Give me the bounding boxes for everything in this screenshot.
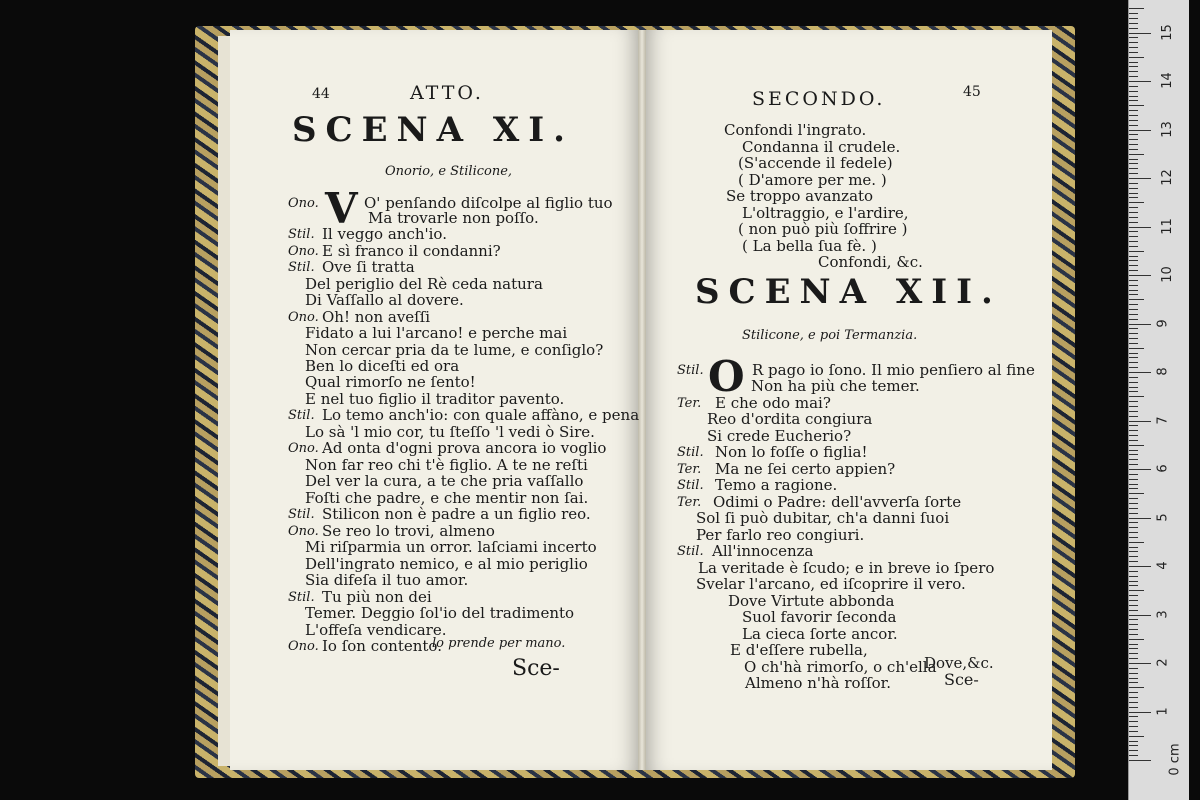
verse-line: Mi riſparmia un orror. laſciami incerto	[305, 538, 597, 556]
ruler-tick	[1129, 619, 1138, 620]
ruler-tick	[1129, 66, 1138, 67]
verse-line: Odimi o Padre: dell'avverſa ſorte	[713, 493, 962, 511]
aria-line: Condanna il crudele.	[742, 138, 901, 156]
ruler-tick	[1129, 324, 1151, 325]
ruler-tick	[1129, 648, 1138, 649]
verse-line: Temo a ragione.	[715, 476, 838, 494]
ruler-tick	[1129, 644, 1138, 645]
ruler-tick	[1129, 236, 1138, 237]
verse-line: Del ver la cura, a te che pria vaſſallo	[305, 472, 584, 490]
ruler-tick	[1129, 682, 1138, 683]
speaker-label: Ono.	[288, 639, 319, 654]
ruler-tick	[1129, 610, 1138, 611]
ruler-tick	[1129, 474, 1138, 475]
aria-line: Confondi, &c.	[818, 253, 923, 271]
ruler-tick	[1129, 265, 1138, 266]
running-head-right: SECONDO.	[752, 88, 886, 110]
ruler-tick	[1129, 581, 1138, 582]
ruler-tick	[1129, 721, 1138, 722]
catchword-left: Sce-	[512, 656, 560, 681]
aria-line: L'oltraggio, e l'ardire,	[742, 204, 909, 222]
ruler-tick	[1129, 105, 1144, 106]
verse-line: Non cercar pria da te lume, e conſiglo?	[305, 341, 604, 359]
aria-line: (S'accende il fedele)	[738, 154, 893, 172]
ruler-number: 11	[1159, 217, 1175, 235]
ruler-number: 4	[1155, 561, 1171, 570]
verse-line: Se reo lo trovi, almeno	[322, 522, 495, 540]
page-number-left: 44	[312, 86, 330, 102]
ruler-tick	[1129, 91, 1138, 92]
verse-line: Non lo foſſe o figlia!	[715, 443, 868, 461]
ruler-tick	[1129, 639, 1144, 640]
ruler-tick	[1129, 343, 1138, 344]
ruler-number: 13	[1159, 120, 1175, 138]
verse-line: Si crede Eucherio?	[707, 427, 852, 445]
verse-line: Ben lo diceſti ed ora	[305, 357, 460, 375]
ruler-number: 0 cm	[1167, 743, 1183, 776]
speaker-label: Ono.	[288, 524, 319, 539]
speaker-label: Ono.	[288, 310, 319, 325]
ruler-tick	[1129, 561, 1138, 562]
verse-line: Non far reo chi t'è figlio. A te ne reſti	[305, 456, 588, 474]
ruler-tick	[1129, 615, 1151, 616]
ruler-tick	[1129, 605, 1138, 606]
verse-line: Per farlo reo congiuri.	[696, 526, 865, 544]
ruler-tick	[1129, 736, 1144, 737]
ruler-tick	[1129, 149, 1138, 150]
ruler-tick	[1129, 731, 1138, 732]
ruler-tick	[1129, 18, 1138, 19]
ruler-tick	[1129, 629, 1138, 630]
ruler-tick	[1129, 634, 1138, 635]
ruler-tick	[1129, 590, 1144, 591]
ruler-tick	[1129, 231, 1138, 232]
verse-line: Del periglio del Rè ceda natura	[305, 275, 543, 293]
ruler-tick	[1129, 518, 1151, 519]
aria-line: Se troppo avanzato	[726, 187, 874, 205]
ruler-tick	[1129, 421, 1151, 422]
verse-line: E nel tuo figlio il traditor pavento.	[305, 390, 565, 408]
ruler-tick	[1129, 256, 1138, 257]
verse-line: Il veggo anch'io.	[322, 225, 447, 243]
speaker-label: Stil.	[677, 478, 704, 493]
speaker-label: Stil.	[288, 590, 315, 605]
verse-line: All'innocenza	[712, 542, 814, 560]
verse-line: E d'eſſere rubella,	[730, 641, 868, 659]
aria-line: Confondi l'ingrato.	[724, 121, 867, 139]
ruler-tick	[1129, 62, 1138, 63]
ruler-tick	[1129, 585, 1138, 586]
speaker-label: Ono.	[288, 441, 319, 456]
speaker-label: Stil.	[288, 507, 315, 522]
ruler-tick	[1129, 726, 1138, 727]
ruler-tick	[1129, 290, 1138, 291]
ruler-tick	[1129, 712, 1151, 713]
ruler-tick	[1129, 687, 1144, 688]
ruler-tick	[1129, 484, 1138, 485]
ruler-tick	[1129, 183, 1138, 184]
ruler-tick	[1129, 755, 1138, 756]
ruler-tick	[1129, 377, 1138, 378]
ruler-tick	[1129, 207, 1138, 208]
ruler-number: 6	[1155, 464, 1171, 473]
ruler-tick	[1129, 42, 1138, 43]
verse-line: Io ſon contento.	[322, 637, 442, 655]
verse-line: La veritade è ſcudo; e in breve io ſpero	[698, 559, 995, 577]
ruler-tick	[1129, 576, 1138, 577]
ruler-tick	[1129, 479, 1138, 480]
ruler-tick	[1129, 522, 1138, 523]
ruler-tick	[1129, 100, 1138, 101]
ruler-tick	[1129, 425, 1138, 426]
ruler-number: 2	[1155, 658, 1171, 667]
verse-line: Lo temo anch'io: con quale affàno, e pena	[322, 406, 640, 424]
drop-cap-right: O	[708, 352, 745, 401]
ruler-tick	[1129, 227, 1151, 228]
verse-line: Fidato a lui l'arcano! e perche mai	[305, 324, 568, 342]
ruler-number: 10	[1159, 266, 1175, 283]
ruler-tick	[1129, 8, 1144, 9]
ruler-tick	[1129, 387, 1138, 388]
verse-line: Svelar l'arcano, ed iſcoprire il vero.	[696, 575, 966, 593]
ruler-tick	[1129, 624, 1138, 625]
ruler-tick	[1129, 459, 1138, 460]
ruler-tick	[1129, 716, 1138, 717]
ruler-tick	[1129, 542, 1144, 543]
verse-line: Dove Virtute abbonda	[728, 592, 895, 610]
ruler-tick	[1129, 188, 1138, 189]
ruler-tick	[1129, 440, 1138, 441]
verse-line: Sol ſi può dubitar, ch'a danni ſuoi	[696, 509, 950, 527]
ruler-tick	[1129, 532, 1138, 533]
ruler-tick	[1129, 294, 1138, 295]
verse-line: O ch'hà rimorſo, o ch'ella	[744, 658, 937, 676]
aria-repeat-note: Dove,&c.	[924, 654, 994, 672]
ruler-tick	[1129, 430, 1138, 431]
ruler-tick	[1129, 212, 1138, 213]
ruler-tick	[1129, 280, 1138, 281]
verse-line: Stilicon non è padre a un figlio reo.	[322, 505, 591, 523]
ruler-tick	[1129, 251, 1144, 252]
speaker-label: Ono.	[288, 244, 319, 259]
ruler-tick	[1129, 760, 1151, 761]
ruler-tick	[1129, 503, 1138, 504]
catchword-right: Sce-	[944, 670, 979, 689]
ruler-tick	[1129, 469, 1151, 470]
ruler-tick	[1129, 178, 1151, 179]
ruler-tick	[1129, 382, 1138, 383]
verse-line: Non ha più che temer.	[751, 377, 920, 395]
ruler-tick	[1129, 595, 1138, 596]
ruler-tick	[1129, 246, 1138, 247]
stage-direction: lo prende per mano.	[432, 636, 566, 651]
ruler-number: 15	[1159, 23, 1175, 41]
ruler-tick	[1129, 76, 1138, 77]
verse-line: Oh! non aveſſi	[322, 308, 431, 326]
verse-line: R pago io ſono. Il mio penſiero al fine	[752, 361, 1035, 379]
verse-line: Reo d'ordita congiura	[707, 410, 873, 428]
verse-line: Sia difeſa il tuo amor.	[305, 571, 469, 589]
running-head-left: ATTO.	[410, 82, 484, 104]
aria-line: ( D'amore per me. )	[738, 171, 887, 189]
ruler-tick	[1129, 139, 1138, 140]
ruler-number: 7	[1155, 415, 1171, 425]
ruler-tick	[1129, 285, 1138, 286]
ruler-tick	[1129, 416, 1138, 417]
ruler-tick	[1129, 556, 1138, 557]
ruler-tick	[1129, 115, 1138, 116]
ruler-number: 9	[1155, 318, 1171, 328]
ruler-tick	[1129, 435, 1138, 436]
ruler-tick	[1129, 678, 1138, 679]
ruler-tick	[1129, 673, 1138, 674]
ruler-tick	[1129, 159, 1138, 160]
verse-line: Di Vaſſallo al dovere.	[305, 291, 464, 309]
ruler-tick	[1129, 338, 1138, 339]
ruler-tick	[1129, 193, 1138, 194]
ruler-tick	[1129, 81, 1151, 82]
ruler-tick	[1129, 309, 1138, 310]
ruler-tick	[1129, 367, 1138, 368]
speaker-label: Ter.	[677, 495, 702, 510]
ruler-tick	[1129, 260, 1138, 261]
ruler-tick	[1129, 173, 1138, 174]
ruler-tick	[1129, 697, 1138, 698]
verse-line: Ad onta d'ogni prova ancora io voglio	[322, 439, 607, 457]
ruler-tick	[1129, 450, 1138, 451]
speaker-label: Stil.	[288, 408, 315, 423]
ruler-tick	[1129, 154, 1144, 155]
ruler-tick	[1129, 222, 1138, 223]
speaker-label: Ono.	[288, 196, 319, 211]
ruler-tick	[1129, 314, 1138, 315]
speaker-label: Stil.	[677, 445, 704, 460]
verse-line: O' penſando diſcolpe al figlio tuo	[364, 194, 613, 212]
ruler-tick	[1129, 270, 1138, 271]
scene-title-right: SCENA XII.	[695, 272, 1002, 312]
ruler-number: 12	[1159, 169, 1175, 186]
speaker-label: Stil.	[677, 544, 704, 559]
ruler-tick	[1129, 692, 1138, 693]
drop-cap-left: V	[325, 184, 358, 233]
verse-line: Temer. Deggio ſol'io del tradimento	[305, 604, 575, 622]
verse-line: Ma ne ſei certo appien?	[715, 460, 896, 478]
ruler-tick	[1129, 47, 1138, 48]
verse-line: Ma trovarle non poſſo.	[368, 209, 539, 227]
ruler-tick	[1129, 13, 1138, 14]
ruler-tick	[1129, 202, 1144, 203]
ruler-tick	[1129, 217, 1138, 218]
ruler-number: 3	[1155, 609, 1171, 619]
ruler-tick	[1129, 299, 1144, 300]
ruler-tick	[1129, 110, 1138, 111]
ruler-tick	[1129, 401, 1138, 402]
ruler-tick	[1129, 71, 1138, 72]
verse-line: E sì franco il condanni?	[322, 242, 501, 260]
ruler-tick	[1129, 745, 1138, 746]
ruler-tick	[1129, 571, 1138, 572]
ruler-tick	[1129, 663, 1151, 664]
ruler-tick	[1129, 406, 1138, 407]
speaker-label: Stil.	[288, 227, 315, 242]
ruler-number: 5	[1155, 512, 1171, 522]
speaker-label: Stil.	[677, 363, 704, 378]
ruler-number: 14	[1159, 72, 1175, 89]
verse-line: Qual rimorſo ne ſento!	[305, 373, 476, 391]
ruler-tick	[1129, 488, 1138, 489]
ruler-tick	[1129, 57, 1144, 58]
ruler-tick	[1129, 707, 1138, 708]
ruler-tick	[1129, 130, 1151, 131]
ruler-tick	[1129, 547, 1138, 548]
ruler-tick	[1129, 464, 1138, 465]
verse-line: Lo sà 'l mio cor, tu ſteſſo 'l vedi ò Sire.	[305, 423, 595, 441]
ruler-tick	[1129, 391, 1138, 392]
verse-line: E che odo mai?	[715, 394, 831, 412]
ruler-tick	[1129, 527, 1138, 528]
ruler-tick	[1129, 741, 1138, 742]
ruler-tick	[1129, 52, 1138, 53]
cast-list-left: Onorio, e Stilicone,	[385, 164, 513, 179]
verse-line: Tu più non dei	[322, 588, 432, 606]
ruler-tick	[1129, 125, 1138, 126]
ruler-tick	[1129, 411, 1138, 412]
speaker-label: Ter.	[677, 462, 702, 477]
ruler-tick	[1129, 328, 1138, 329]
ruler-tick	[1129, 653, 1138, 654]
ruler-tick	[1129, 537, 1138, 538]
ruler-tick	[1129, 498, 1138, 499]
ruler-number: 1	[1155, 706, 1171, 716]
ruler-tick	[1129, 168, 1138, 169]
ruler-tick	[1129, 33, 1151, 34]
ruler-tick	[1129, 658, 1138, 659]
ruler-tick	[1129, 163, 1138, 164]
book-gutter	[638, 30, 646, 770]
ruler-tick	[1129, 600, 1138, 601]
ruler-tick	[1129, 566, 1151, 567]
ruler-tick	[1129, 396, 1144, 397]
ruler-number: 8	[1155, 367, 1171, 376]
measurement-ruler	[1128, 0, 1189, 800]
cast-list-right: Stilicone, e poi Termanzia.	[742, 328, 918, 343]
speaker-label: Ter.	[677, 396, 702, 411]
ruler-tick	[1129, 668, 1138, 669]
speaker-label: Stil.	[288, 260, 315, 275]
ruler-tick	[1129, 445, 1144, 446]
ruler-tick	[1129, 513, 1138, 514]
verse-line: L'offeſa vendicare.	[305, 621, 447, 639]
scene-title-left: SCENA XI.	[292, 110, 574, 150]
verse-line: Almeno n'hà roſſor.	[745, 674, 891, 692]
ruler-tick	[1129, 353, 1138, 354]
ruler-tick	[1129, 96, 1138, 97]
verse-line: Suol favorir ſeconda	[742, 608, 897, 626]
ruler-tick	[1129, 86, 1138, 87]
ruler-tick	[1129, 319, 1138, 320]
ruler-tick	[1129, 551, 1138, 552]
page-number-right: 45	[963, 84, 981, 100]
aria-line: ( La bella ſua fè. )	[742, 237, 877, 255]
ruler-tick	[1129, 120, 1138, 121]
ruler-tick	[1129, 372, 1151, 373]
ruler-tick	[1129, 348, 1144, 349]
ruler-tick	[1129, 37, 1138, 38]
ruler-tick	[1129, 362, 1138, 363]
ruler-tick	[1129, 241, 1138, 242]
ruler-tick	[1129, 333, 1138, 334]
ruler-tick	[1129, 357, 1138, 358]
ruler-tick	[1129, 275, 1151, 276]
ruler-tick	[1129, 750, 1138, 751]
ruler-tick	[1129, 144, 1138, 145]
verse-line: Dell'ingrato nemico, e al mio periglio	[305, 555, 588, 573]
ruler-tick	[1129, 134, 1138, 135]
ruler-tick	[1129, 23, 1138, 24]
verse-line: Ove ſi tratta	[322, 258, 415, 276]
verse-line: Foſti che padre, e che mentir non ſai.	[305, 489, 589, 507]
aria-line: ( non può più ſoffrire )	[738, 220, 908, 238]
ruler-tick	[1129, 304, 1138, 305]
verse-line: La cieca ſorte ancor.	[742, 625, 898, 643]
ruler-tick	[1129, 454, 1138, 455]
ruler-tick	[1129, 702, 1138, 703]
ruler-tick	[1129, 508, 1138, 509]
ruler-tick	[1129, 28, 1138, 29]
ruler-tick	[1129, 197, 1138, 198]
ruler-tick	[1129, 493, 1144, 494]
